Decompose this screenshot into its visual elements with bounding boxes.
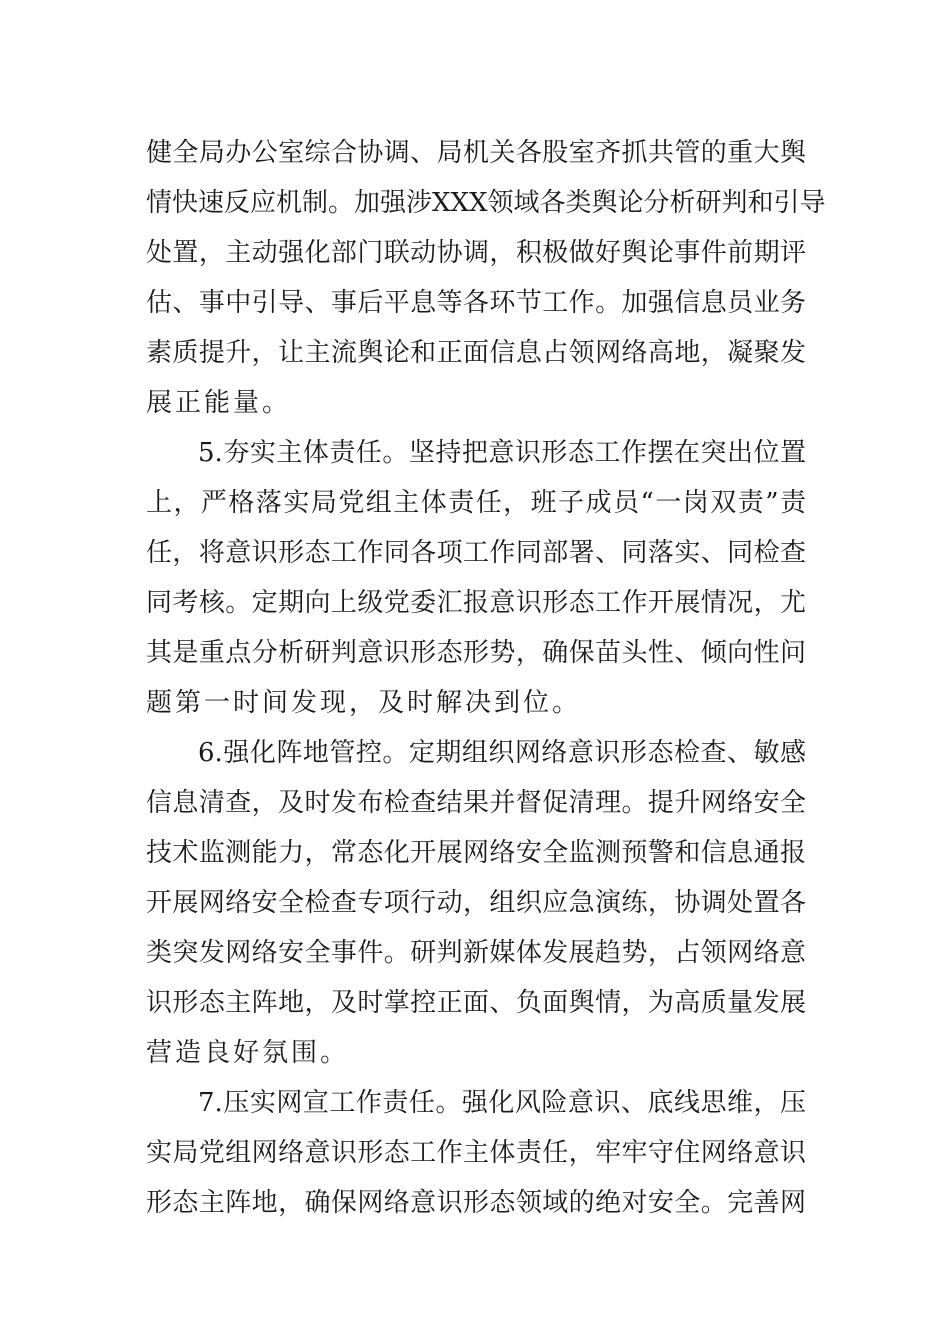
paragraph-heading-line: 5.夯实主体责任。坚持把意识形态工作摆在突出位置 bbox=[198, 438, 806, 468]
text-line: 识形态主阵地，及时掌控正面、负面舆情，为高质量发展 bbox=[146, 988, 806, 1018]
text-line: 上，严格落实局党组主体责任，班子成员“一岗双责”责 bbox=[146, 488, 806, 518]
text-line: 信息清查，及时发布检查结果并督促清理。提升网络安全 bbox=[146, 788, 806, 818]
text-line: 素质提升，让主流舆论和正面信息占领网络高地，凝聚发 bbox=[146, 338, 806, 368]
paragraph-heading-line: 7.压实网宣工作责任。强化风险意识、底线思维，压 bbox=[198, 1088, 806, 1118]
text-line: 估、事中引导、事后平息等各环节工作。加强信息员业务 bbox=[146, 288, 806, 318]
text-line: 健全局办公室综合协调、局机关各股室齐抓共管的重大舆 bbox=[146, 138, 806, 168]
text-line: 开展网络安全检查专项行动，组织应急演练，协调处置各 bbox=[146, 888, 806, 918]
text-line: 类突发网络安全事件。研判新媒体发展趋势，占领网络意 bbox=[146, 938, 806, 968]
text-line: 形态主阵地，确保网络意识形态领域的绝对安全。完善网 bbox=[146, 1188, 806, 1218]
text-line: 其是重点分析研判意识形态形势，确保苗头性、倾向性问 bbox=[146, 638, 806, 668]
text-line: 同考核。定期向上级党委汇报意识形态工作开展情况，尤 bbox=[146, 588, 806, 618]
text-line: 营造良好氛围。 bbox=[146, 1038, 350, 1068]
paragraph-heading-line: 6.强化阵地管控。定期组织网络意识形态检查、敏感 bbox=[198, 738, 806, 768]
text-line: 情快速反应机制。加强涉XXX领域各类舆论分析研判和引导 bbox=[146, 188, 826, 218]
text-line: 任，将意识形态工作同各项工作同部署、同落实、同检查 bbox=[146, 538, 806, 568]
text-line: 题第一时间发现，及时解决到位。 bbox=[146, 688, 582, 718]
text-line: 处置，主动强化部门联动协调，积极做好舆论事件前期评 bbox=[146, 238, 806, 268]
text-line: 技术监测能力，常态化开展网络安全监测预警和信息通报 bbox=[146, 838, 806, 868]
text-line: 展正能量。 bbox=[146, 388, 292, 418]
text-line: 实局党组网络意识形态工作主体责任，牢牢守住网络意识 bbox=[146, 1138, 806, 1168]
